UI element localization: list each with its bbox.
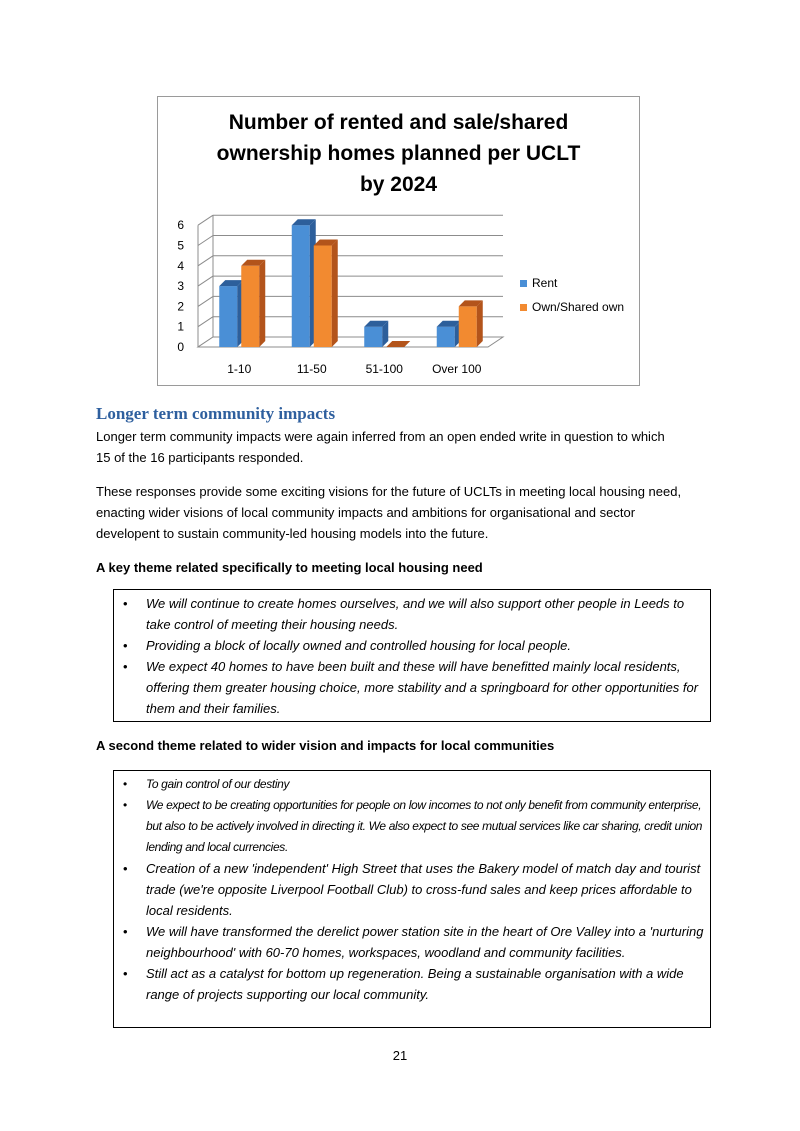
gridline-diagonal (198, 256, 213, 266)
list-item (114, 774, 704, 795)
y-tick-label: 3 (177, 279, 184, 294)
x-tick-label: 51-100 (365, 362, 403, 376)
bar-side (332, 240, 338, 348)
y-tick-label: 1 (177, 319, 184, 334)
bar (459, 306, 477, 347)
paragraph-1-line-2: 15 of the 16 participants responded. (96, 450, 304, 465)
bar-side (477, 300, 483, 347)
bullet-icon: • (123, 861, 128, 876)
y-tick-label: 5 (177, 238, 184, 253)
bar (314, 246, 332, 348)
paragraph-2-line-1: These responses provide some exciting visions for the future of UCLTs in meeting local housing need, (96, 484, 682, 499)
list-item (114, 656, 704, 719)
theme-2-title: A second theme related to wider vision and impacts for local communities (96, 738, 555, 753)
chart-title-line-1: Number of rented and sale/shared (228, 111, 569, 134)
bullet-icon: • (123, 777, 127, 791)
list-item (114, 795, 704, 858)
list-item-text: We will have transformed the derelict power station site in the heart of Ore Valley into a 'nurturing neighbourhood' with 60-70 homes, workspaces, woodland and community facilities. (146, 924, 704, 960)
bar-side (259, 260, 265, 347)
x-tick-label: Over 100 (432, 362, 482, 376)
list-item (114, 963, 704, 1005)
list-item (114, 921, 704, 963)
bullet-icon: • (123, 659, 128, 674)
list-item (114, 593, 704, 635)
bullet-icon: • (123, 798, 127, 812)
list-item-text: We expect to be creating opportunities for people on low incomes to not only benefit from community enterprise, but also to be actively involved in directing it. We also expect to see mutual services like car sharing, credit union lending and local currencies. (146, 798, 703, 854)
list-item-text: Still act as a catalyst for bottom up regeneration. Being a sustainable organisation with a wide range of projects supporting our local community. (146, 966, 684, 1002)
list-item (114, 858, 704, 921)
bullet-icon: • (123, 638, 128, 653)
bullet-icon: • (123, 966, 128, 981)
section-heading: Longer term community impacts (96, 404, 336, 423)
chart-legend (520, 271, 624, 319)
bar (219, 286, 237, 347)
x-tick-label: 1-10 (227, 362, 252, 376)
legend-label-own: Own/Shared own (532, 300, 625, 314)
bar (292, 225, 310, 347)
y-tick-label: 4 (177, 258, 184, 273)
paragraph-1 (96, 426, 708, 468)
y-tick-label: 0 (177, 340, 184, 354)
legend-item-own (520, 295, 624, 319)
bullet-icon: • (123, 596, 128, 611)
chart-title-line-3: by 2024 (359, 173, 438, 196)
paragraph-2 (96, 481, 708, 544)
gridline-diagonal (198, 317, 213, 327)
x-tick-label: 11-50 (296, 362, 327, 376)
chart-title-line-2: ownership homes planned per UCLT (216, 142, 581, 165)
paragraph-1-line-1: Longer term community impacts were again inferred from an open ended write in question to which (96, 429, 665, 444)
gridline-diagonal (198, 276, 213, 286)
theme-2-list (114, 774, 704, 1005)
gridline-diagonal (198, 296, 213, 306)
legend-swatch-own (520, 304, 527, 311)
bar (437, 327, 455, 347)
bar (364, 327, 382, 347)
theme-2-box (113, 770, 711, 1028)
theme-1-list (114, 593, 704, 719)
list-item-text: Creation of a new 'independent' High Street that uses the Bakery model of match day and tourist trade (we're opposite Liverpool Football Club) to cross-fund sales and keep prices affordable to local residents. (146, 861, 701, 918)
list-item-text: We expect 40 homes to have been built and these will have benefitted mainly local residents, offering them greater housing choice, more stability and a springboard for other opportunities for them and their families. (146, 659, 699, 716)
y-tick-label: 6 (177, 218, 184, 233)
list-item-text: We will continue to create homes ourselves, and we will also support other people in Leeds to take control of meeting their housing needs. (146, 596, 685, 632)
bar (241, 266, 259, 347)
theme-1-title: A key theme related specifically to meeting local housing need (96, 560, 483, 575)
paragraph-2-line-3: developent to sustain community-led housing models into the future. (96, 526, 489, 541)
chart-container (157, 96, 640, 386)
page-number: 21 (392, 1048, 408, 1063)
theme-1-box (113, 589, 711, 722)
legend-swatch-rent (520, 280, 527, 287)
list-item-text: To gain control of our destiny (146, 777, 290, 791)
legend-item-rent (520, 271, 624, 295)
list-item (114, 635, 704, 656)
y-tick-label: 2 (177, 299, 184, 314)
legend-label-rent: Rent (532, 276, 558, 290)
paragraph-2-line-2: enacting wider visions of local community impacts and ambitions for organisational and sector (96, 505, 636, 520)
gridline-diagonal (198, 215, 213, 225)
bar-chart (158, 97, 639, 385)
gridline-diagonal (198, 236, 213, 246)
list-item-text: Providing a block of locally owned and controlled housing for local people. (146, 638, 571, 653)
bullet-icon: • (123, 924, 128, 939)
